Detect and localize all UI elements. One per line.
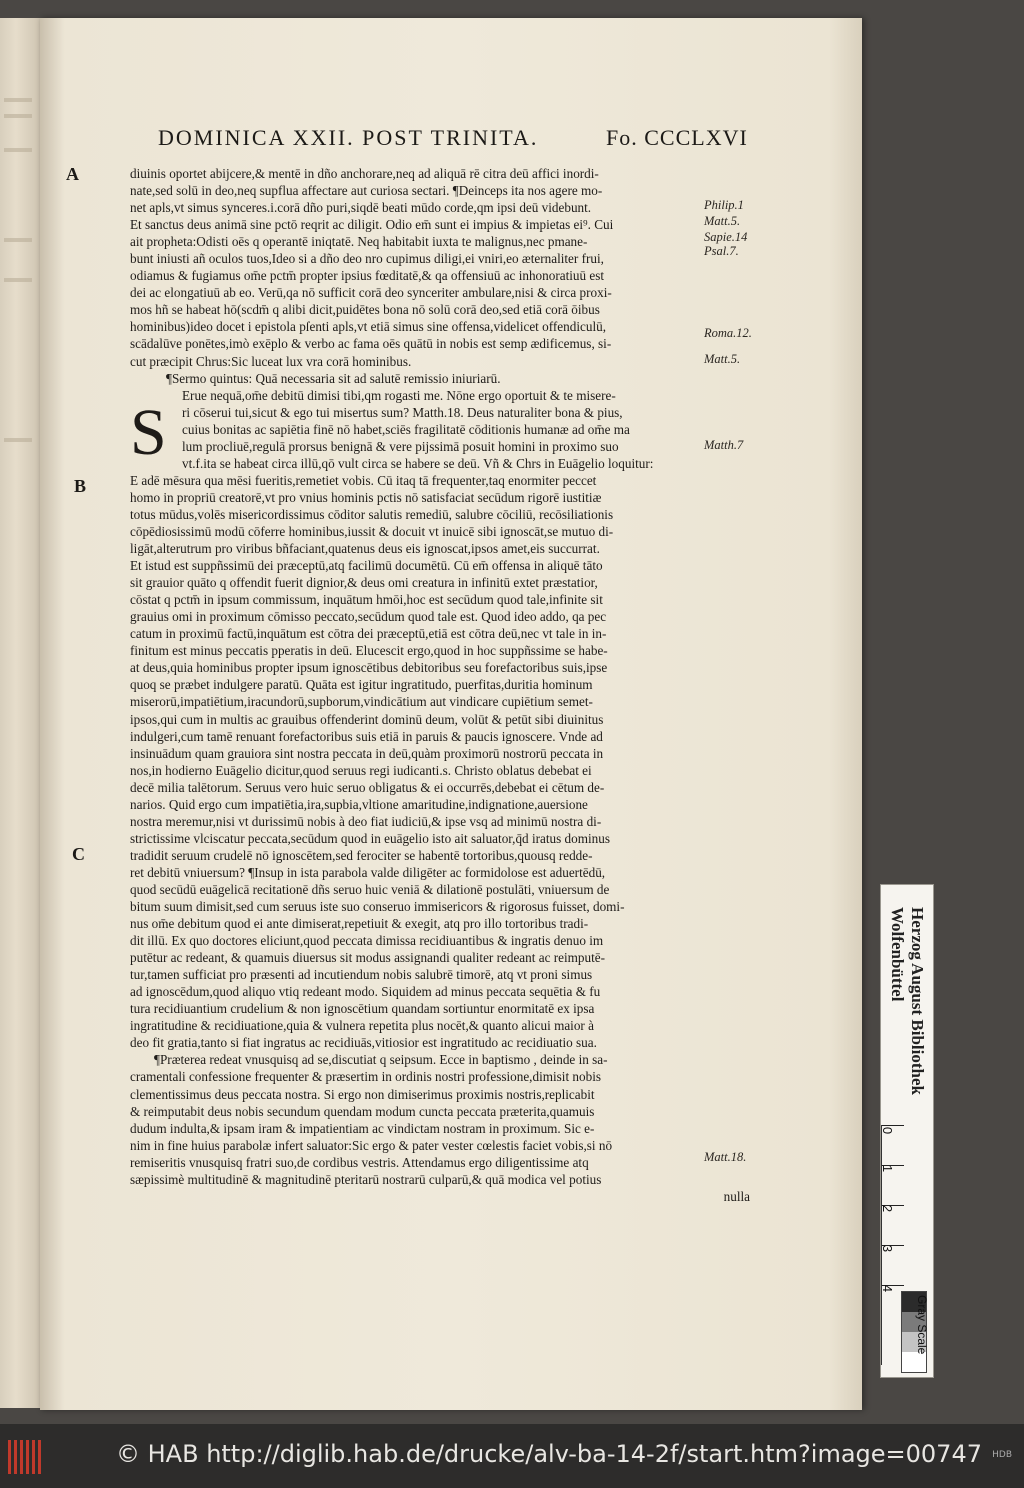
library-name-line2: Wolfenbüttel	[888, 907, 907, 1002]
text-line: clementissimus deus peccata nostra. Si ergo non dimiserimus proximis nostris,replicabit	[130, 1086, 595, 1102]
text-line: at deus,quia hominibus propter ipsum ignoscētibus debitoribus seu forefactoribus suis,ipse	[130, 660, 608, 676]
tick-label: 0	[880, 1126, 896, 1135]
section-letter-a: A	[66, 164, 79, 184]
text-line: ipsos,qui cum in multis ac grauibus offenderint dominū deum, volūt & petūt sibi diuinitus	[130, 711, 604, 727]
margin-note: Matt.5.	[704, 352, 741, 366]
text-line: decē milia talētorum. Seruus vero huic seruo obligatus & ei occurrēs,debebat ei cētum de-	[130, 779, 605, 795]
text-line: totus mūdus,volēs misericordissimus cōditor salutis remediū, salubre cōciliū, recōsiliationis	[130, 506, 614, 522]
text-line: & reimputabit deus nobis secundum quendam modum cuncta peccata præterita,quamuis	[130, 1103, 595, 1119]
footer-mark: HDB	[992, 1450, 1012, 1460]
tick-label: 2	[880, 1204, 896, 1213]
page-header	[158, 125, 758, 155]
margin-note: Matt.5.	[704, 214, 741, 228]
library-name	[887, 907, 927, 1095]
text-line: sit grauior quāto q offendit fuerit dignior,& deus omi creatura in infinitū extet præstatior,	[130, 575, 598, 591]
text-line: diuinis oportet abijcere,& mentē in dño anchorare,neq ad aliquā rē citra deū affici inordi-	[130, 166, 599, 181]
text-line: E adē mēsura qua mēsi fueritis,remetiet vobis. Cū itaq tā frequenter,taq enormiter peccet	[130, 472, 597, 488]
text-line: ¶Sermo quintus: Quā necessaria sit ad salutē remissio iniuriarū.	[166, 370, 501, 386]
text-line: cut præcipit Chrus:Sic luceat lux vra corā hominibus.	[130, 353, 412, 369]
hab-logo-icon	[8, 1440, 48, 1474]
text-line: vt.f.ita se habeat circa illū,qō vult circa se habere se deū. Vñ & Chrs in Euāgelio loquitur:	[182, 455, 654, 471]
text-line: ait propheta:Odisti oēs q operantē iniqtatē. Neq habitabit iuxta te malignus,nec pmane-	[130, 234, 588, 250]
text-line: hominibus)ideo docet i epistola pſenti apls,vt etiā simus sine offensa,videlicet offendiculū,	[130, 319, 606, 335]
section-letter-b: B	[74, 476, 87, 496]
text-line: nim in fine huius parabolæ infert saluator:Sic ergo & pater vester cœlestis faciet vobis,si nō	[130, 1137, 613, 1153]
text-line: nulla	[723, 1188, 750, 1204]
section-letter-c: C	[72, 844, 85, 864]
text-line: grauius omi in proximum cōmisso peccato,secūdum quod tale est. Quod ideo addo, qa pec	[130, 609, 607, 625]
text-line: remiseritis vnusquisq fratri suo,de cordibus vestris. Attendamus ergo diligentissime atq	[130, 1154, 589, 1170]
margin-note: Roma.12.	[704, 326, 752, 340]
main-text-block	[130, 165, 750, 1205]
text-line: tradidit seruum crudelē nō ignoscētem,sed ferociter se habentē tortoribus,quousq redde-	[130, 847, 593, 863]
text-line: bunt iniusti añ oculos tuos,Ideo si a dño deo nro cupimus diligi,ei vniri,eo æternaliter frui,	[130, 251, 604, 267]
text-line: insinuādum quam grauiora sint nostra peccata in deū,quàm proximorū nostrorū peccata in	[130, 745, 604, 761]
gray-patch	[902, 1352, 926, 1372]
tick-label: 4	[880, 1284, 896, 1293]
text-line: nostra meremur,nisi vt durissimū nobis à deo fiat iudiciū,& ipse vsq ad minimū nostra di-	[130, 813, 602, 829]
text-line: scādalūve ponētes,imò exēplo & verbo ac fama oēs quātū in nobis est semp ædificemus, si-	[130, 336, 612, 352]
text-line: ad ignoscēdum,quod aliquo vtiq redeant modo. Siquidem ad minus peccata sequētia & fu	[130, 984, 601, 1000]
text-line: odiamus & fugiamus om̄e pctm̄ propter ipsius fœditatē,& qa offensiuū ac inhonoratiuū est	[130, 268, 605, 284]
text-line: ingratitudine & recidiuatione,quia & vulnera repetita plus nocēt,& quanto alicui maior à	[130, 1018, 594, 1034]
margin-note: Psal.7.	[704, 244, 739, 258]
text-line: sæpissimè multitudinē & magnitudinē pteritarū nostrarū culparū,& quā modica vel potius	[130, 1171, 602, 1187]
running-title: DOMINICA XXII. POST TRINITA.	[158, 125, 539, 150]
text-line: deo fit gratia,tanto si fiat ingratus ac recidiuās,vitiosior est ingratitudo ac recidiuatio sua.	[130, 1035, 597, 1051]
tick-label: 3	[880, 1244, 896, 1253]
text-line: strictissime vlciscatur peccata,secūdum quod in euāgelio isto ait saluator,q̄d iratus dominus	[130, 830, 610, 846]
text-line: Et istud est suppñssimū dei præceptū,atq facilimū documētū. Cū em̄ offensa in aliquē tāto	[130, 558, 603, 574]
text-line: miserorū,impatiētium,iracundorū,supborum,vindicātium aut vindicare cupiētium semet-	[130, 694, 593, 710]
text-line: nate,sed solū in deo,neq supflua affectare aut curiosa sectari. ¶Deinceps ita nos agere mo-	[130, 183, 603, 199]
text-line: dit illū. Ex quo doctores eliciunt,quod peccata dimissa recidiuantibus & ingratis denuo im	[130, 933, 604, 949]
text-line: nos,in hodierno Euāgelio dicitur,quod seruus regi iudicanti.s. Christo oblatus debebat ei	[130, 762, 592, 778]
footer-bar	[0, 1424, 1024, 1488]
margin-note: Matth.7	[704, 438, 744, 452]
text-line: quoq se præbet indulgere paratū. Quāta est igitur ingratitudo, puerfitas,duritia hominum	[130, 677, 593, 693]
text-line: quod secūdū euāgelicā recitationē dñs seruo huic veniā & dilationē postulāti, vniuersum de	[130, 881, 610, 897]
text-line: tura recidiuantium crudelium & non ignoscētium quandam sortiuntur enormitatē ex ipsa	[130, 1001, 595, 1017]
text-line: Et sanctus deus animā sine pctō reqrit ac diligit. Odio em̄ sunt ei impius & impietas ei⁹. Cui	[130, 217, 614, 233]
text-line: net apls,vt simus synceres.i.corā dño puri,siqdē beati mūdo corde,qm ipsi deū videbunt.	[130, 200, 592, 216]
book-page	[40, 18, 862, 1410]
text-line: finitum est minus peccatis pperatis in deū. Elucescit ergo,quod in hoc suppñssime se habe-	[130, 643, 608, 659]
gray-scale-label: Gray Scale	[915, 1295, 929, 1355]
text-line: dudum indulta,& ipsam iram & impatientiam ac vindictam nostram in proximum. Sic e-	[130, 1120, 595, 1136]
text-line: cōpēdiosissimū modū cōferre hominibus,iussit & docuit vt inuicē sibi ignoscāt,se mutuo di-	[130, 523, 614, 539]
text-line: cramentali confessione frequenter & præsertim in ordinis nostri professione,dimisit nobis	[130, 1069, 601, 1085]
text-line: tur,tamen sufficiat pro præsenti ad incutiendum nobis salubrē timorē, atq vt proni simus	[130, 967, 593, 983]
margin-note: Philip.1	[704, 198, 744, 212]
text-line: Erue nequā,om̄e debitū dimisi tibi,qm rogasti me. Nōne ergo oportuit & te misere-	[182, 387, 616, 403]
text-line: ret debitū vniuersum? ¶Insup in ista parabola valde diligēter ac formidolose est aduertēdū,	[130, 864, 606, 880]
facing-page-edge	[0, 18, 42, 1408]
text-line: lum procliuē,regulā prorsus benignā & vere pijssimā posuit homini in proximo suo	[182, 438, 619, 454]
text-line: mos hñ se habeat hō(scdm̄ q alibi dicit,puidētes bona nō solū corā deo,sed etiā corā ōibus	[130, 302, 600, 318]
library-name-line1: Herzog August Bibliothek	[908, 907, 927, 1095]
text-line: homo in propriū creatorē,vt pro vnius hominis pctis nō satisfaciat secūdum rigorē iustitiæ	[130, 489, 602, 505]
text-line: bitum suum dimisit,sed cum seruus iste suo conseruo immisericors & rigorosus fuisset, domi-	[130, 899, 625, 915]
text-line: dei ac elongatiuū ab eo. Verū,qa nō sufficit corā deo synceriter ambulare,nisi & circa proxi-	[130, 285, 612, 301]
text-line: indulgeri,cum tamē renuant forefactoribus suis etiā in paruis & paucis ignoscere. Vnde ad	[130, 728, 603, 744]
drop-capital: S	[130, 396, 167, 469]
text-line: ri cōserui tui,sicut & ego tui misertus sum? Matth.18. Deus naturaliter bona & pius,	[182, 404, 623, 420]
text-line: nus om̄e debitum quod ei ante dimiserat,repetiuit & exegit, atq pro illo tortoribus tradi-	[130, 916, 589, 932]
folio-number: Fo. CCCLXVI	[606, 125, 748, 150]
text-line: cōstat q pctm̄ in ipsum commissum, inquātum hmōi,hoc est secūdum quod tale,infinite sit	[130, 592, 603, 608]
margin-note: Sapie.14	[704, 230, 748, 244]
margin-note: Matt.18.	[704, 1150, 747, 1164]
text-line: ligāt,alterutrum pro viribus bñfaciant,quatenus deus eis ignoscat,ipsos amet,eis succurrat.	[130, 541, 600, 557]
text-line: catum in proximū factū,inquātum est cōtra dei præceptū,etiā est cōtra deū,nec vt tale in in-	[130, 626, 607, 642]
source-caption: © HAB http://diglib.hab.de/drucke/alv-ba-14-2f/start.htm?image=00747	[116, 1440, 982, 1468]
text-line: narios. Quid ergo cum impatiētia,ira,supbia,vltione amaritudine,indignatione,auersione	[130, 796, 588, 812]
text-line: ¶Præterea redeat vnusquisq ad se,discutiat q seipsum. Ecce in baptismo , deinde in sa-	[154, 1052, 608, 1068]
tick-label: 1	[880, 1164, 896, 1173]
color-scale-ruler	[880, 884, 934, 1378]
text-line: cuius bonitas ac sapiētia finē nō habet,sciēs fragilitatē cōditionis humanæ ad om̄e ma	[182, 421, 630, 437]
text-line: putētur ac redeant, & quamuis diuersus sit modus assignandi qualiter redeant ac reimputē-	[130, 950, 605, 966]
